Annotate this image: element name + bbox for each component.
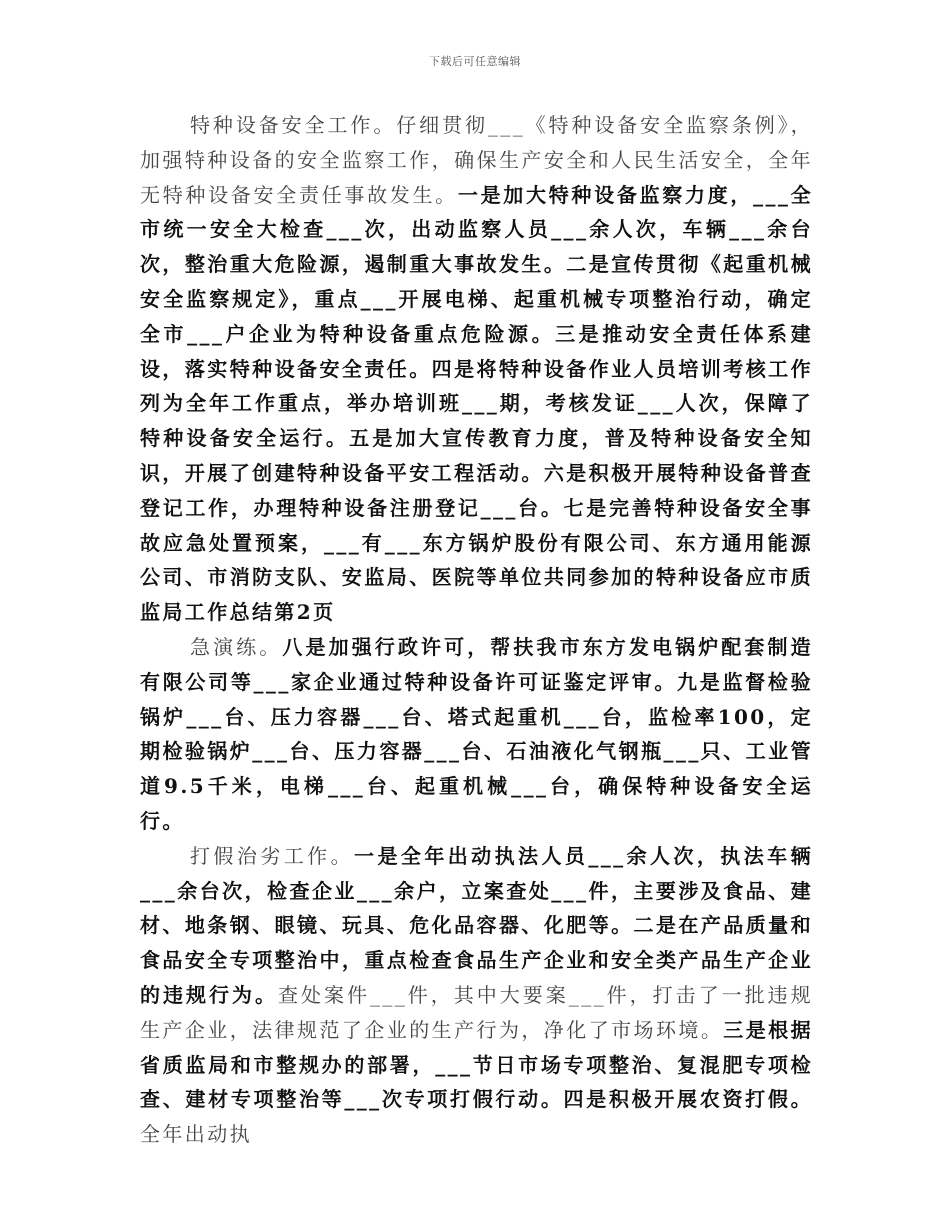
text-run: 一是全年出动执法人员___余人次，执法车辆___余台次，检查企业___余户，立案查处___件，主要涉及食品、建材、地条钢、眼镜、玩具、危化品容器、化肥等。二是在产品质量和食品安全专项整治中，重点检查食品生产企业和安全类产品生产企业的违规行为。 (140, 843, 813, 1007)
text-run: 三是根据省质监局和市整规办的部署，___节日市场专项整治、复混肥专项检查、建材专项整治等___次专项打假行动。四是积极开展农资打假。 (140, 1017, 813, 1112)
paragraph-emergency-drill (140, 630, 813, 839)
paragraph-anti-counterfeit (140, 839, 813, 1152)
text-run: 查处案件___件，其中大要案___件，打击了一批违规生产企业，法律规范了企业的生产行为，净化了市场环境。 (140, 982, 813, 1042)
paragraph-special-equipment (140, 108, 813, 630)
text-run: 一是加大特种设备监察力度，___全市统一安全大检查___次，出动监察人员___余人次，车辆___余台次，整治重大危险源，遏制重大事故发生。二是宣传贯彻《起重机械安全监察规定》，重点___开展电梯、起重机械专项整治行动，确定全市___户企业为特种设备重点危险源。三是推动安全责任体系建设，落实特种设备安全责任。四是将特种设备作业人员培训考核工作列为全年工作重点，举办培训班___期，考核发证___人次，保障了特种设备安全运行。五是加大宣传教育力度，普及特种设备安全知识，开展了创建特种设备平安工程活动。六是积极开展特种设备普查登记工作，办理特种设备注册登记___台。七是完善特种设备安全事故应急处置预案，___有___东方锅炉股份有限公司、东方通用能源公司、市消防支队、安监局、医院等单位共同参加的特种设备应市质监局工作总结第2页 (140, 182, 813, 625)
text-run: 八是加强行政许可，帮扶我市东方发电锅炉配套制造有限公司等___家企业通过特种设备许可证鉴定评审。九是监督检验锅炉___台、压力容器___台、塔式起重机___台，监检率100，定期检验锅炉___台、压力容器___台、石油液化气钢瓶___只、工业管道9.5千米，电梯___台、起重机械___台，确保特种设备安全运行。 (140, 634, 813, 833)
text-run: 急演练。 (190, 634, 283, 659)
document-body (140, 108, 813, 1152)
text-run: 全年出动执 (140, 1122, 252, 1147)
page-header: 下载后可任意编辑 (429, 55, 521, 68)
text-run: 打假治劣工作。 (190, 843, 355, 868)
text-run: 特种设备安全工作。仔细贯彻___《特种设备安全监察条例》，加强特种设备的安全监察工作，确保生产安全和人民生活安全，全年无特种设备安全责任事故发生。 (140, 113, 813, 207)
